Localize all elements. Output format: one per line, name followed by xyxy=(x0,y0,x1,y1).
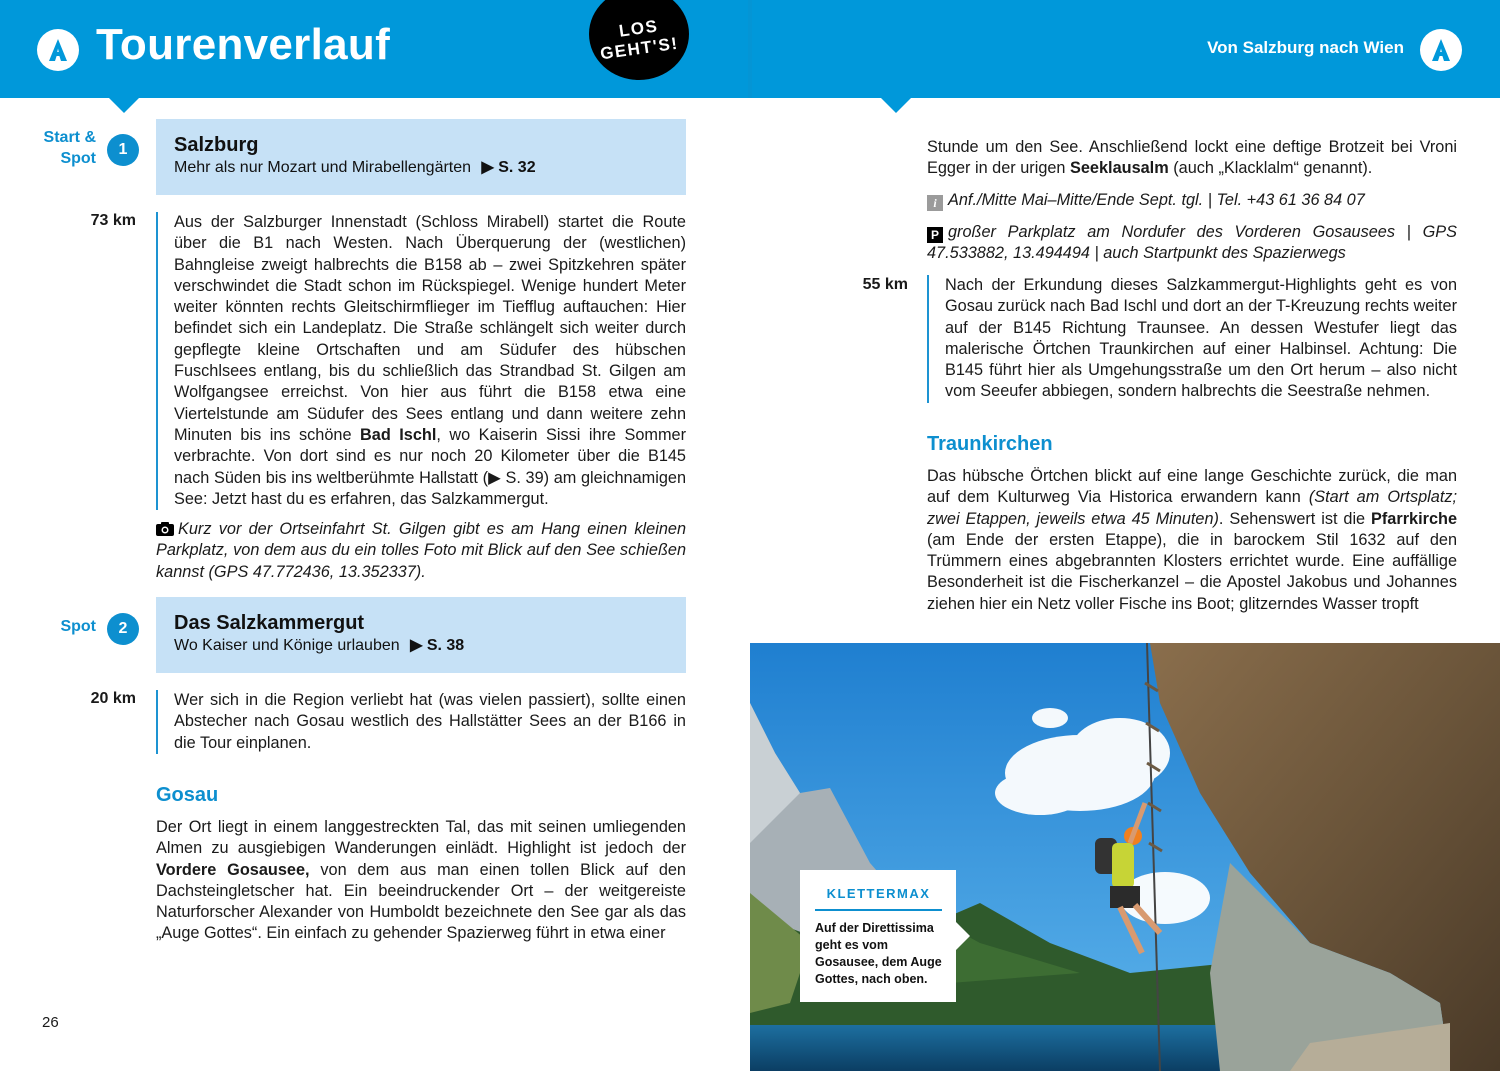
traunkirchen-bold-pfarrkirche: Pfarrkirche xyxy=(1371,509,1457,528)
spot1-title: Salzburg xyxy=(174,134,259,156)
page-gutter xyxy=(748,0,752,98)
traunkirchen-text-b: . Sehenswert ist die xyxy=(1218,509,1372,528)
spot2-number-badge: 2 xyxy=(107,613,139,645)
gosau-heading: Gosau xyxy=(156,784,219,806)
traunkirchen-text-c: (am Ende der ersten Etappe), die in barockem Stil 1632 auf den Trümmern eines abgebrannten Klosters errichtet wurde. Eine auffällige Besonderheit ist die Fischerkanzel – die Apostel Jakobus und Johannes ziehen hier ein Netz voller Fische ins Boot; glitzerndes Wasser tropft xyxy=(927,530,1457,613)
road-a-icon xyxy=(37,29,79,71)
badge-line-1: LOS xyxy=(618,16,660,41)
gosau-text-a: Der Ort liegt in einem langgestreckten Tal, das mit seinen umliegenden Almen zu ausgiebigen Wanderungen einlädt. Highlight ist jedoch der xyxy=(156,818,686,858)
parking-line xyxy=(927,222,1457,265)
photo-tip xyxy=(156,519,686,583)
traunkirchen-text xyxy=(927,466,1457,615)
spot2-label: Spot xyxy=(60,618,96,635)
gosau-bold-vordere-gosausee: Vordere Gosausee, xyxy=(156,860,310,879)
segment1-text-a: Aus der Salzburger Innenstadt (Schloss Mirabell) startet die Route über die B1 nach Westen. Nach Überquerung der (westlichen) Bahngleise zweigt halbrechts die B158 ab – zwei Spitzkehren später verschwindet die Stadt schon im Rückspiegel. Wenige hundert Meter weiter könnten rechts Gleitschirmflieger im Tiefflug auftauchen: Hier befindet sich ein Landeplatz. Die Straße schlängelt sich weiter durch gepflegte kleine Ortschaften und am Südufer des hübschen Fuschlsees entlang, bis du schließlich das Strandbad St. Gilgen am Wolfgangsee erreichst. Von hier aus führt die B158 etwa eine Viertelstunde am Südufer des Sees entlang und dann weitere zehn Minuten bis ins schöne xyxy=(174,213,686,444)
traunkirchen-heading: Traunkirchen xyxy=(927,433,1053,455)
info-line xyxy=(927,190,1457,211)
page-number: 26 xyxy=(42,1014,59,1031)
badge-line-2: GEHT'S! xyxy=(598,33,680,64)
segment1-bold-bad-ischl: Bad Ischl xyxy=(360,425,437,444)
gosau-text xyxy=(156,817,686,945)
gosau-cont-bold-seeklausalm: Seeklausalm xyxy=(1070,159,1169,178)
info-text: Anf./Mitte Mai–Mitte/Ende Sept. tgl. | Tel. +43 61 36 84 07 xyxy=(948,191,1365,209)
info-icon: i xyxy=(927,195,943,211)
spot2-title: Das Salzkammergut xyxy=(174,612,365,634)
segment3-distance: 55 km xyxy=(862,276,908,293)
spot1-number-badge: 1 xyxy=(107,134,139,166)
gosau-text-b: von dem aus man einen tollen Blick auf den Dachsteingletscher hat. Ein beeindruckender Ort – der weitgereiste Naturforscher Alexander von Humboldt bezeichnete den See gar als das „Auge Gottes“. Ein einfach zu gehender Spazierweg führt in etwa einer xyxy=(156,860,686,943)
camera-icon xyxy=(156,522,174,536)
traunkirchen-text-a: Das hübsche Örtchen blickt auf eine lange Geschichte zurück, die man auf dem Kulturweg Via Historica erwandern kann xyxy=(927,467,1457,507)
spot1-label-line1: Start & xyxy=(43,129,96,146)
page-title: Tourenverlauf xyxy=(96,20,391,69)
spot1-label-line2: Spot xyxy=(60,150,96,167)
route-title: Von Salzburg nach Wien xyxy=(1207,38,1404,57)
segment1-text-b: , wo Kaiserin Sissi ihre Sommer verbrachte. Von dort sind es nur noch 20 Kilometer über die B145 nach Süden bis ins weltberühmte Hallstatt (▶ S. 39) am gleichnamigen See: Jetzt hast du es erfahren, das Salzkammergut. xyxy=(174,425,686,508)
segment2-text: Wer sich in die Region verliebt hat (was vielen passiert), sollte einen Abstecher nach Gosau westlich des Hallstätter Sees an der B166 in die Tour einplanen. xyxy=(156,690,686,754)
traunkirchen-italic-note: (Start am Ortsplatz; zwei Etappen, jeweils etwa 45 Minuten) xyxy=(927,488,1458,528)
header-pointer-left xyxy=(108,97,140,113)
spot2-subtitle-row xyxy=(174,635,668,657)
spot2-page-ref[interactable]: ▶ S. 38 xyxy=(410,637,465,654)
gosau-continued-text xyxy=(927,137,1457,180)
photo-illustration xyxy=(750,643,1500,1071)
klettermax-callout xyxy=(800,870,956,1002)
spot2-box xyxy=(156,597,686,673)
photo-tip-text: Kurz vor der Ortseinfahrt St. Gilgen gibt es am Hang einen kleinen Parkplatz, von dem aus du ein tolles Foto mit Blick auf den See schießen kannst (GPS 47.772436, 13.352337). xyxy=(156,520,686,581)
road-a-icon xyxy=(1420,29,1462,71)
gosau-cont-text-b: (auch „Klacklalm“ genannt). xyxy=(1168,159,1373,178)
callout-title: KLETTERMAX xyxy=(815,886,942,911)
segment1-distance: 73 km xyxy=(90,212,136,229)
segment3-text: Nach der Erkundung dieses Salzkammergut-Highlights geht es von Gosau zurück nach Bad Ischl und dort an der T-Kreuzung rechts weiter auf der B145 Richtung Traunsee. An dessen Westufer liegt das malerische Örtchen Traunkirchen auf einer Halbinsel. Achtung: Die B145 führt hier als Umgehungsstraße um den Ort herum – also nicht vom Seeufer abbiegen, sondern halbrechts die Seestraße nehmen. xyxy=(927,275,1457,403)
climbing-photo xyxy=(750,643,1500,1071)
spot1-subtitle-row xyxy=(174,157,668,179)
spot1-subtitle: Mehr als nur Mozart und Mirabellengärten xyxy=(174,159,472,176)
gosau-cont-text-a: Stunde um den See. Anschließend lockt eine deftige Brotzeit bei Vroni Egger in der urigen xyxy=(927,138,1457,178)
header-pointer-right xyxy=(880,97,912,113)
segment1-text xyxy=(156,212,686,510)
spot1-box xyxy=(156,119,686,195)
callout-text: Auf der Direttissima geht es vom Gosausee, dem Auge Gottes, nach oben. xyxy=(815,921,942,986)
segment2-distance: 20 km xyxy=(90,690,136,707)
spot2-subtitle: Wo Kaiser und Könige urlauben xyxy=(174,637,400,654)
parking-icon: P xyxy=(927,227,943,243)
spot1-page-ref[interactable]: ▶ S. 32 xyxy=(481,159,536,176)
spot1-label xyxy=(30,127,96,169)
parking-text: großer Parkplatz am Nordufer des Vorderen Gosausees | GPS 47.533882, 13.494494 | auch Startpunkt des Spazierwegs xyxy=(927,223,1457,263)
